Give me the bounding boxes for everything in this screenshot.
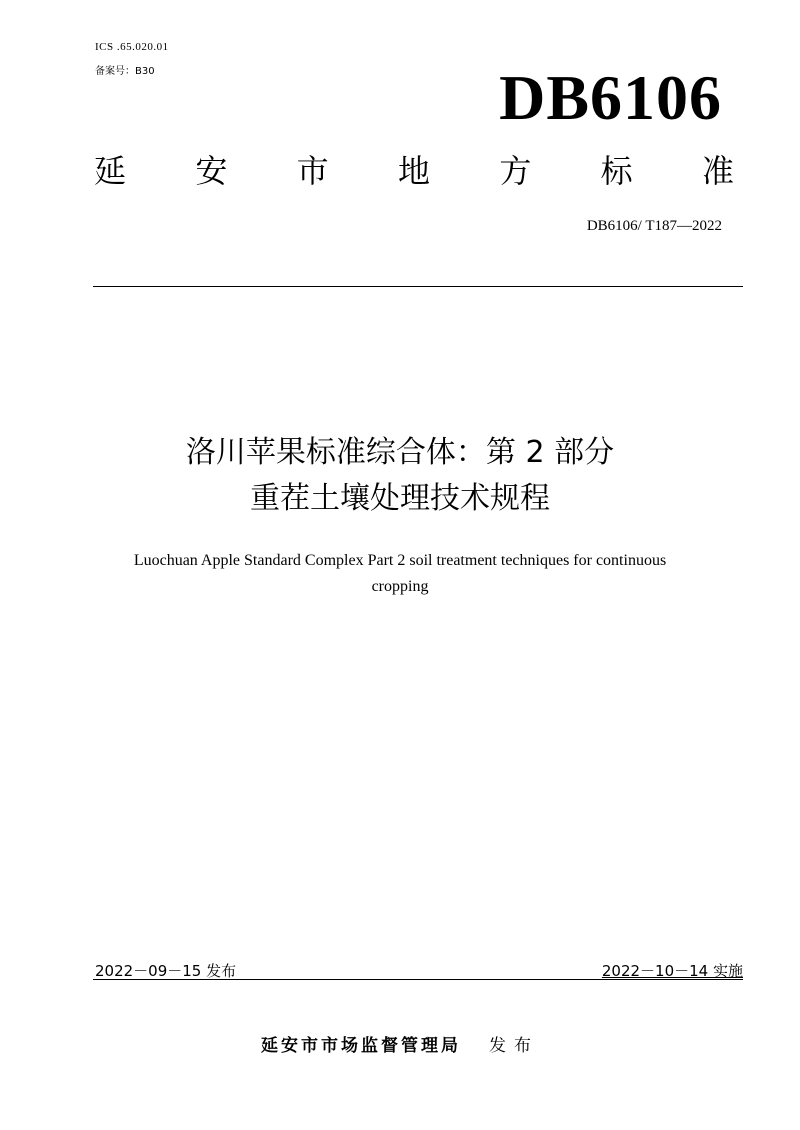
title-english — [60, 548, 740, 600]
standard-type-char: 市 — [296, 152, 329, 190]
standard-type-line — [94, 152, 734, 190]
standard-type-char: 准 — [701, 152, 734, 190]
standard-type-char: 标 — [600, 152, 633, 190]
issue-date: 2022－09－15 发布 — [95, 962, 237, 980]
title-chinese-line-1: 洛川苹果标准综合体：第 2 部分 — [185, 435, 615, 470]
standard-type-char: 方 — [499, 152, 532, 190]
implementation-date: 2022－10－14 实施 — [601, 962, 743, 980]
standard-type-char: 地 — [397, 152, 430, 190]
standard-type-char: 安 — [195, 152, 228, 190]
bottom-divider — [93, 979, 743, 980]
issuer-action: 发布 — [489, 1036, 539, 1056]
top-divider — [93, 286, 743, 287]
standard-code-heading: DB6106 — [499, 62, 722, 133]
title-english-line-1: Luochuan Apple Standard Complex Part 2 soil treatment techniques for continuous — [133, 552, 667, 569]
issuer-name: 延安市市场监督管理局 — [261, 1036, 461, 1056]
standard-type-char: 延 — [94, 152, 127, 190]
title-english-line-2: cropping — [371, 578, 429, 595]
title-chinese-line-2: 重茬土壤处理技术规程 — [250, 481, 550, 516]
ics-code: ICS .65.020.01 — [95, 41, 169, 53]
filing-number: 备案号：B30 — [95, 66, 155, 77]
issuer-line — [0, 1031, 800, 1056]
standard-number: DB6106/ T187—2022 — [586, 218, 722, 234]
